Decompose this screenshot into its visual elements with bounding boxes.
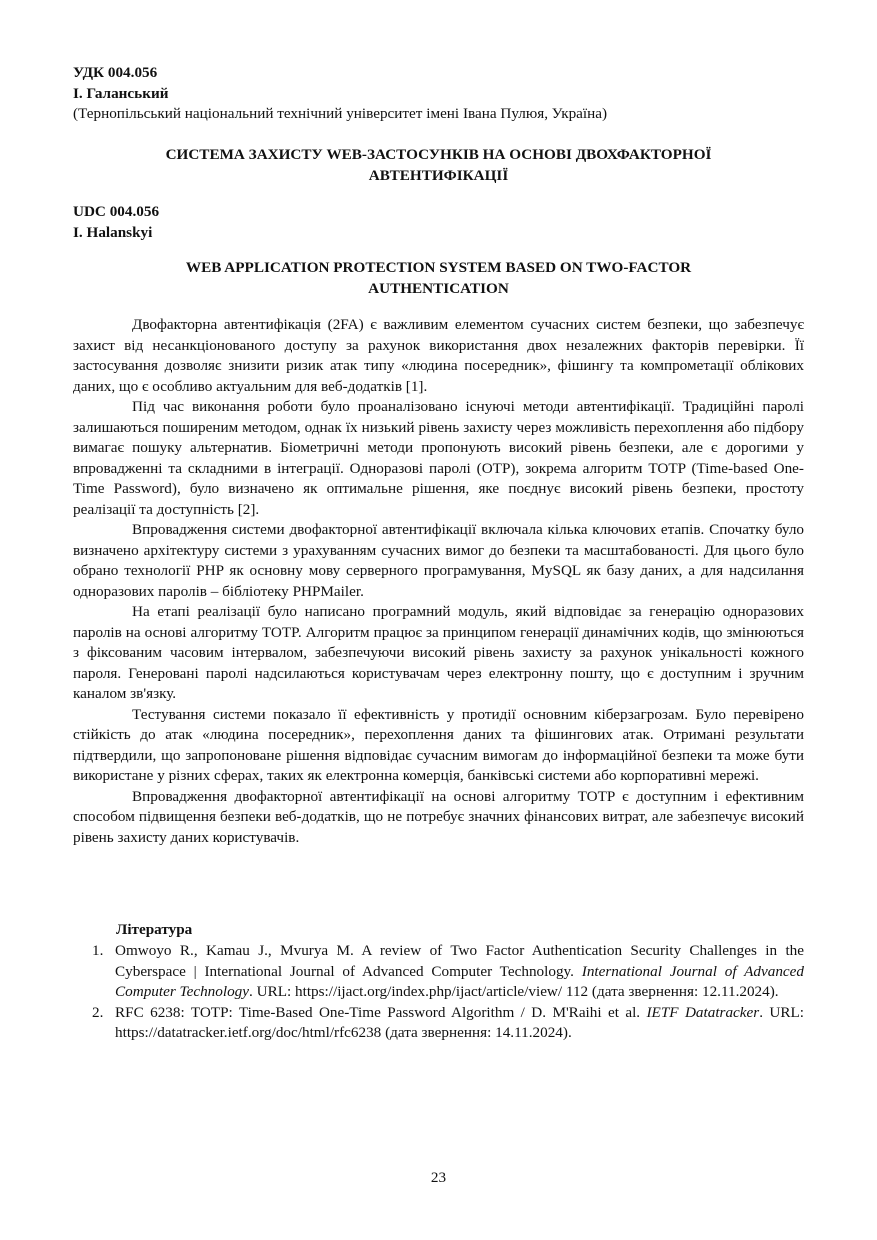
paragraph: Двофакторна автентифікація (2FA) є важливим елементом сучасних систем безпеки, що забезпечує захист від несанкціонованого доступу за рахунок використання двох незалежних факторів перевірки. Її застосування дозволяє знизити ризик атак типу «людина посередник», фішингу та компрометації облікових даних, що є особливо актуальним для веб-додатків [1]. bbox=[73, 316, 804, 395]
reference-number: 1. bbox=[92, 942, 104, 959]
title-eng-line2: AUTHENTICATION bbox=[368, 279, 509, 297]
reference-source: International Journal of Advanced Computer Technology bbox=[115, 962, 804, 1000]
references-list bbox=[73, 941, 804, 1044]
reference-text: RFC 6238: TOTP: Time-Based One-Time Password Algorithm / D. M'Raihi et al. bbox=[115, 1003, 647, 1021]
page-number: 23 bbox=[430, 1169, 447, 1186]
ukr-header bbox=[73, 63, 804, 125]
udc-code: UDC 004.056 bbox=[73, 203, 160, 220]
reference-text: Omwoyo R., Kamau J., Mvurya M. A review of Two Factor Authentication Security Challenges in the Cyberspace | International Journal of Advanced Computer Technology. bbox=[115, 942, 804, 980]
reference-tail: . URL: https://ijact.org/index.php/ijact/article/view/ 112 (дата звернення: 12.11.2024). bbox=[249, 983, 779, 1000]
udk-code: УДК 004.056 bbox=[73, 64, 158, 81]
author-eng: I. Halanskyi bbox=[73, 223, 153, 241]
references-heading: Література bbox=[116, 921, 193, 938]
affiliation: (Тернопільський національний технічний університет імені Івана Пулюя, Україна) bbox=[73, 105, 608, 122]
paragraph: На етапі реалізації було написано програмний модуль, який відповідає за генерацію одноразових паролів на основі алгоритму TOTP. Алгоритм працює за принципом генерації динамічних кодів, що змінюються з фіксованим часовим інтервалом, забезпечуючи високий рівень захисту за рахунок унікальності кожного пароля. Генеровані паролі надсилаються користувачам через електронну пошту, що є доступним і зручним каналом зв'язку. bbox=[73, 603, 804, 702]
title-ukr bbox=[95, 145, 782, 186]
title-ukr-line2: АВТЕНТИФІКАЦІЇ bbox=[368, 166, 509, 184]
reference-tail: . URL: https://datatracker.ietf.org/doc/html/rfc6238 (дата звернення: 14.11.2024). bbox=[115, 1003, 804, 1041]
reference-item bbox=[73, 1003, 804, 1044]
paragraph: Під час виконання роботи було проаналізовано існуючі методи автентифікації. Традиційні паролі залишаються поширеним методом, однак їх низький рівень захисту через можливість перехоплення або підбору вимагає пошуку альтернатив. Біометричні методи пропонують високий рівень безпеки, але є дорогими у впровадженні та складними в інтеграції. Одноразові паролі (OTP), зокрема алгоритм TOTP (Time-based One-Time Password), було визначено як оптимальне рішення, яке поєднує високий рівень безпеки, простоту реалізації та доступність [2]. bbox=[73, 398, 804, 518]
eng-header bbox=[73, 202, 804, 243]
paragraph: Тестування системи показало її ефективність у протидії основним кіберзагрозам. Було перевірено стійкість до атак «людина посередник», перехоплення даних та фішингових атак. Отримані результати підтвердили, що запропоноване рішення відповідає сучасним вимогам до інформаційної безпеки та може бути використане у різних сферах, таких як електронна комерція, банківські системи або корпоративні мережі. bbox=[73, 705, 804, 784]
paragraph: Впровадження системи двофакторної автентифікації включала кілька ключових етапів. Спочатку було визначено архітектуру системи з урахуванням сучасних вимог до безпеки та масштабованості. Для цього було обрано технології PHP як основну мову серверного програмування, MySQL як базу даних, а для надсилання одноразових паролів – бібліотеку PHPMailer. bbox=[73, 521, 804, 600]
body-text bbox=[73, 315, 804, 848]
title-eng-line1: WEB APPLICATION PROTECTION SYSTEM BASED ON TWO-FACTOR bbox=[185, 259, 692, 276]
reference-number: 2. bbox=[92, 1003, 104, 1021]
paragraph: Впровадження двофакторної автентифікації на основі алгоритму TOTP є доступним і ефективним способом підвищення безпеки веб-додатків, що не потребує значних фінансових витрат, але забезпечує високий рівень захисту даних користувачів. bbox=[73, 787, 804, 846]
reference-item bbox=[73, 941, 804, 1003]
title-ukr-line1: СИСТЕМА ЗАХИСТУ WEB-ЗАСТОСУНКІВ НА ОСНОВІ ДВОХФАКТОРНОЇ bbox=[165, 146, 712, 163]
reference-source: IETF Datatracker bbox=[646, 1003, 760, 1021]
title-eng bbox=[95, 258, 782, 299]
author-ukr: І. Галанський bbox=[73, 84, 169, 102]
